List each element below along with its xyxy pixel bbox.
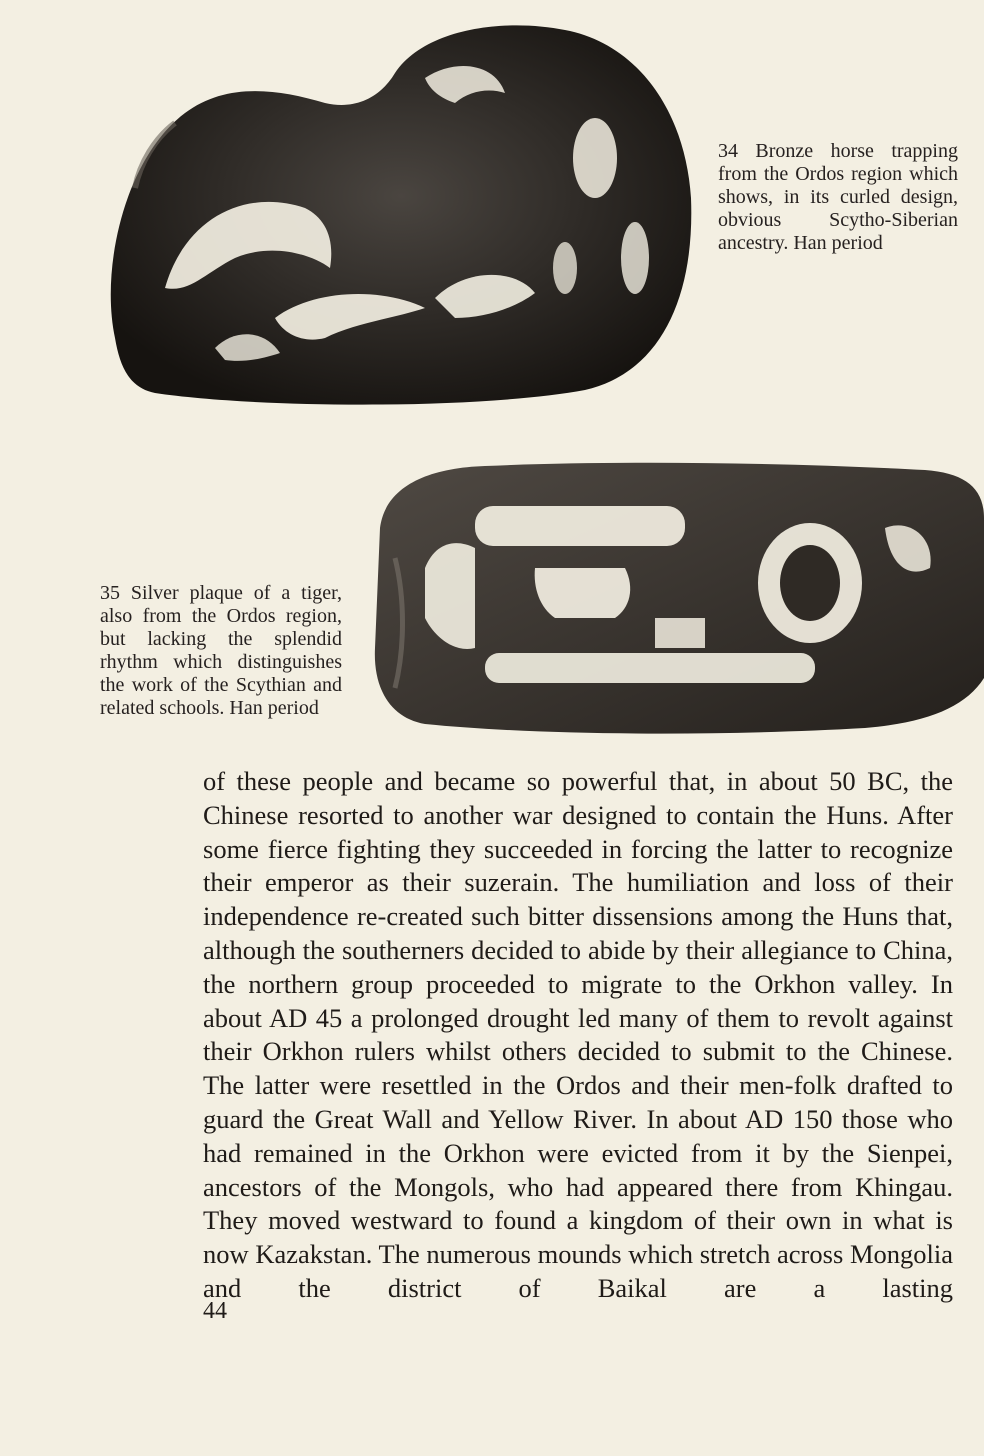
figure-34-caption: 34 Bronze horse trapping from the Ordos region which shows, in its curled design, obvious Scytho-Siberian ancestry. Han period (718, 140, 958, 254)
figure-35-caption: 35 Silver plaque of a tiger, also from the Ordos region, but lacking the splendid rhythm which distinguishes the work of the Scythian and related schools. Han period (100, 582, 342, 719)
bronze-horse-trapping-image (95, 18, 695, 410)
body-text: of these people and became so powerful that, in about 50 BC, the Chinese resorted to another war designed to contain the Huns. After some fierce fighting they succeeded in forcing the latter to recognize their emperor as their suzerain. The humiliation and loss of their independence re-created such bitter dissensions among the Huns that, although the southerners decided to abide by their allegiance to China, the northern group proceeded to migrate to the Orkhon valley. In about AD 45 a prolonged drought led many of them to revolt against their Orkhon rulers whilst others decided to submit to the Chinese. The latter were resettled in the Ordos and their men-folk drafted to guard the Great Wall and Yellow River. In about AD 150 those who had remained in the Orkhon were evicted from it by the Sienpei, ancestors of the Mongols, who had appeared there from Khingau. They moved westward to found a kingdom of their own in what is now Kazakstan. The numerous mounds which stretch across Mongolia and the district of Baikal are a lasting (203, 766, 953, 1303)
silver-tiger-plaque-image (365, 448, 984, 736)
page-number: 44 (203, 1298, 227, 1324)
